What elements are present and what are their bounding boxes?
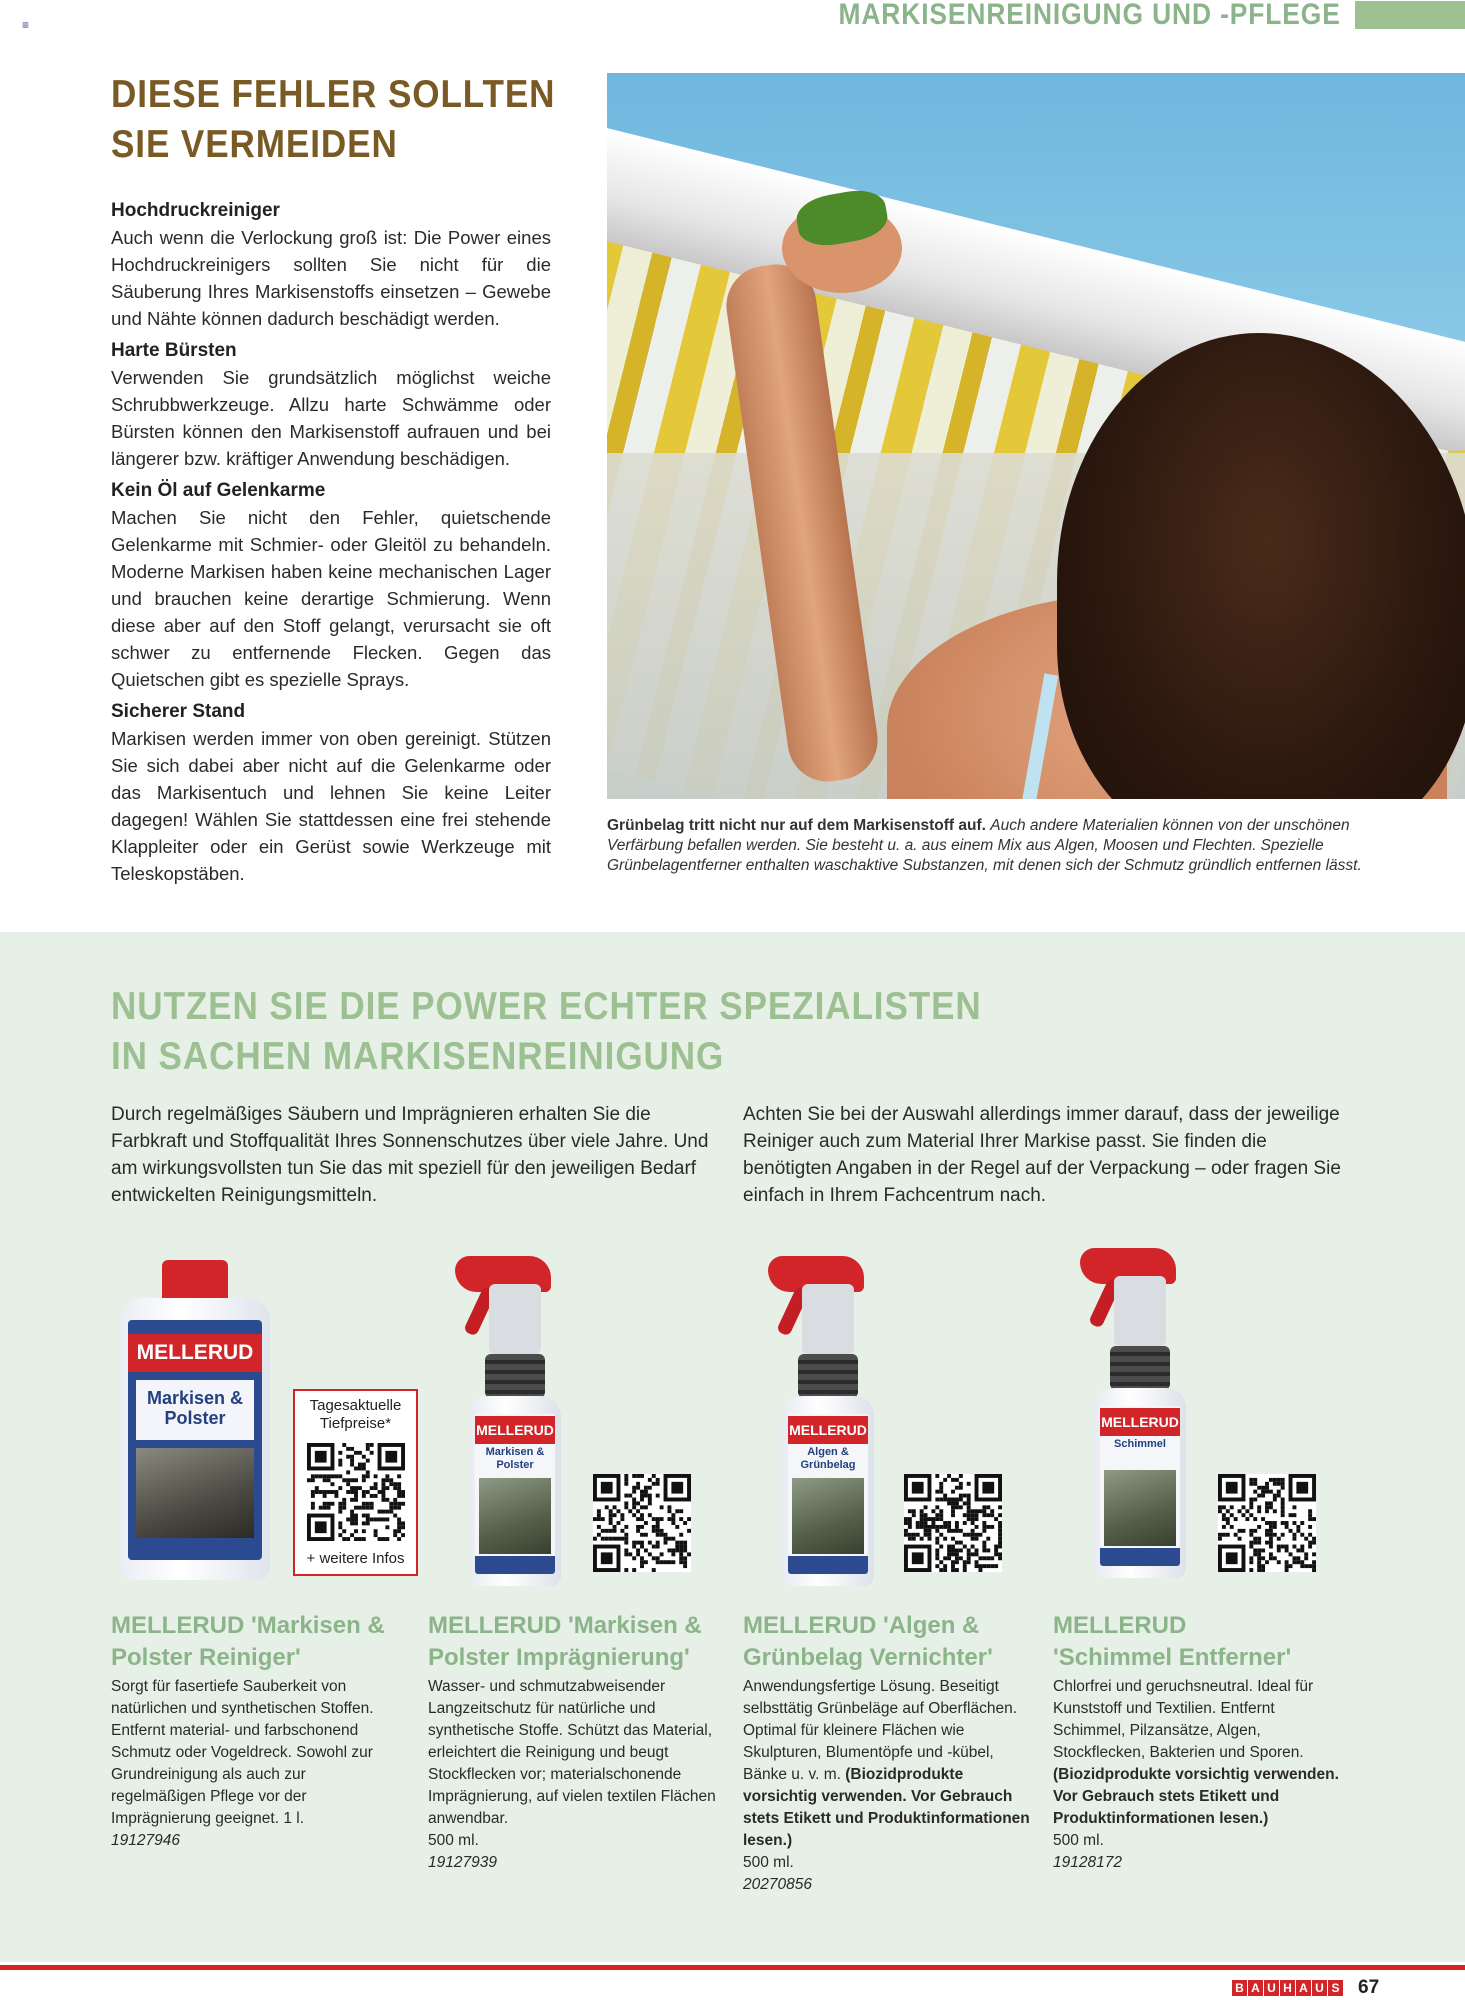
product-spray-algen-gruenbelag (768, 1256, 878, 1586)
product-spray-markisen-impraegnierung (455, 1256, 565, 1586)
spray-label-foot (1100, 1548, 1180, 1566)
specialists-heading (111, 982, 982, 1082)
spray-collar (1110, 1346, 1170, 1390)
product-article-number: 19127946 (111, 1832, 180, 1849)
mistakes-heading (111, 70, 555, 170)
menu-icon[interactable]: ≡ (22, 18, 30, 32)
spray-neck (1114, 1276, 1166, 1346)
product-description-text: Chlorfrei und geruchsneutral. Ideal für Kunststoff und Textilien. Entfernt Schimmel, Pilzansätze, Algen, Stockflecken, Bakterien und Sporen. (1053, 1678, 1314, 1761)
product-title-line2: Grünbelag Vernichter' (743, 1644, 993, 1671)
product-title-line1: MELLERUD 'Markisen & (428, 1612, 702, 1639)
section-title: MARKISENREINIGUNG UND -PFLEGE (838, 0, 1341, 31)
tip-text: Auch wenn die Verlockung groß ist: Die Power eines Hochdruckreinigers sollten Sie nicht für die Säuberung Ihres Markisenstoffs einsetzen – Gewebe und Nähte können dadurch beschädigt werden. (111, 227, 551, 329)
product-article-number: 19127939 (428, 1854, 497, 1871)
logo-letter: S (1328, 1980, 1343, 1996)
caption-lead: Grünbelag tritt nicht nur auf dem Markisenstoff auf. (607, 817, 986, 834)
price-box-label-line2: Tiefpreise* (319, 1415, 392, 1432)
price-box-label (295, 1397, 416, 1433)
spray-label (788, 1414, 868, 1574)
awning-cleaning-photo (607, 73, 1465, 799)
bottle-product-name-line1: Markisen & (146, 1388, 244, 1408)
tip-title: Hochdruckreiniger (111, 200, 280, 221)
product-title-line2: Polster Imprägnierung' (428, 1644, 690, 1671)
more-info-link[interactable]: + weitere Infos (306, 1550, 405, 1567)
product-size: 500 ml. (1053, 1832, 1104, 1849)
logo-letter: A (1248, 1980, 1263, 1996)
product-description: Sorgt für fasertiefe Sauberkeit von natürlichen und synthetischen Stoffen. Entfernt material- und farbschonend Schmutz oder Vogeldreck. Sowohl zur Grundreinigung als auch zur regelmäßigen Pflege vor der Imprägnierung geeignet. 1 l. (111, 1678, 374, 1827)
spray-product-name: Markisen & Polster (485, 1446, 545, 1471)
spray-label-photo (1104, 1470, 1176, 1546)
specialists-heading-line2: IN SACHEN MARKISENREINIGUNG (111, 1035, 725, 1078)
logo-letter: A (1296, 1980, 1311, 1996)
tip-title: Harte Bürsten (111, 340, 237, 361)
bottle-product-name (136, 1380, 254, 1440)
footer-divider (0, 1965, 1465, 1970)
spray-label (1100, 1406, 1180, 1566)
section-header-bar (1355, 1, 1465, 29)
bauhaus-logo (1232, 1980, 1344, 1996)
bottle-cap (162, 1260, 228, 1300)
spray-product-name: Schimmel (1114, 1438, 1166, 1450)
spray-brand: MELLERUD (475, 1416, 555, 1444)
tip-text: Verwenden Sie grundsätzlich möglichst weiche Schrubbwerkzeuge. Allzu harte Schwämme oder Bürsten können den Markisenstoff aufrauen und bei längerer bzw. kräftiger Anwendung beschädigen. (111, 367, 551, 469)
product-title-line1: MELLERUD 'Algen & (743, 1612, 980, 1639)
product-article-number: 20270856 (743, 1876, 812, 1893)
page-number: 67 (1358, 1977, 1380, 1998)
product-article-number: 19128172 (1053, 1854, 1122, 1871)
product-title-line2: 'Schimmel Entferner' (1053, 1644, 1292, 1671)
product-title (111, 1610, 401, 1674)
product-size: 500 ml. (428, 1832, 479, 1849)
spray-product-name: Algen & Grünbelag (800, 1446, 856, 1471)
section-header (770, 0, 1465, 30)
product-title (428, 1610, 718, 1674)
logo-letter: U (1312, 1980, 1327, 1996)
bottle-label-photo (136, 1448, 254, 1538)
spray-collar (485, 1354, 545, 1398)
mistakes-heading-line2: SIE VERMEIDEN (111, 123, 398, 166)
product-title (743, 1610, 1033, 1674)
specialists-heading-line1: NUTZEN SIE DIE POWER ECHTER SPEZIALISTEN (111, 985, 982, 1028)
intro-text-right: Achten Sie bei der Auswahl allerdings immer darauf, dass der jeweilige Reiniger auch zum Material Ihrer Markise passt. Sie finden die benötigten Angaben in der Regel auf der Verpackung – oder fragen Sie einfach in Ihrem Fachcentrum nach. (743, 1104, 1341, 1206)
product-title (1053, 1610, 1343, 1674)
product-description-text: Anwendungsfertige Lösung. Beseitigt selbsttätig Grünbeläge auf Oberflächen. Optimal für kleinere Flächen wie Skulpturen, Blumentöpfe und -kübel, Bänke u. v. m. (743, 1678, 1018, 1783)
product-bottle-markisen-reiniger (120, 1260, 270, 1580)
product-description (1053, 1676, 1343, 1830)
spray-brand: MELLERUD (788, 1416, 868, 1444)
product-size: 500 ml. (743, 1854, 794, 1871)
tip-title: Sicherer Stand (111, 701, 246, 722)
caption-body: Auch andere Materialien können von der unschönen Verfärbung befallen werden. Sie besteht u. a. aus einem Mix aus Algen, Moosen und Flechten. Spezielle Grünbelagentferner enthalten waschaktive Substanzen, mit denen sich der Schmutz gründlich entfernen lässt. (607, 817, 1362, 874)
tip-text: Machen Sie nicht den Fehler, quietschende Gelenkarme mit Schmier- oder Gleitöl zu behandeln. Moderne Markisen haben keine mechanischen Lager und brauchen keine derartige Schmierung. Wenn diese aber auf den Stoff gelangt, verursacht sie oft schwer zu entfernende Flecken. Gegen das Quietschen gibt es spezielle Sprays. (111, 507, 551, 690)
qr-code-icon[interactable] (307, 1443, 405, 1541)
qr-code-icon[interactable] (1218, 1474, 1316, 1572)
bottle-product-name-line2: Polster (164, 1408, 226, 1428)
product-title-line1: MELLERUD 'Markisen & (111, 1612, 385, 1639)
logo-letter: U (1264, 1980, 1279, 1996)
bottle-brand: MELLERUD (128, 1334, 262, 1372)
price-qr-box[interactable] (293, 1389, 418, 1576)
photo-caption (607, 816, 1397, 876)
spray-label (475, 1414, 555, 1574)
product-schimmel-entferner (1053, 1610, 1343, 1874)
intro-text-left: Durch regelmäßiges Säubern und Imprägnieren erhalten Sie die Farbkraft und Stoffqualität Ihres Sonnenschutzes über viele Jahre. Und am wirkungsvollsten tun Sie das mit speziell für den jeweiligen Bedarf entwickelten Reinigungsmitteln. (111, 1104, 709, 1206)
spray-brand: MELLERUD (1100, 1408, 1180, 1436)
product-title-line1: MELLERUD (1053, 1612, 1187, 1639)
mistakes-heading-line1: DIESE FEHLER SOLLTEN (111, 73, 556, 116)
product-biocide-warning: (Biozidprodukte vorsichtig verwenden. Vor Gebrauch stets Etikett und Produktinformationen lesen.) (743, 1766, 1030, 1849)
spray-neck (802, 1284, 854, 1354)
spray-collar (798, 1354, 858, 1398)
qr-code-icon[interactable] (904, 1474, 1002, 1572)
product-algen-gruenbelag-vernichter (743, 1610, 1033, 1896)
logo-letter: H (1280, 1980, 1295, 1996)
spray-label-photo (792, 1478, 864, 1554)
tip-title: Kein Öl auf Gelenkarme (111, 480, 326, 501)
logo-letter: B (1232, 1980, 1247, 1996)
product-markisen-impraegnierung (428, 1610, 718, 1874)
product-title-line2: Polster Reiniger' (111, 1644, 301, 1671)
product-spray-schimmel-entferner (1080, 1248, 1190, 1578)
spray-neck (489, 1284, 541, 1354)
qr-code-icon[interactable] (593, 1474, 691, 1572)
product-description (743, 1676, 1033, 1852)
bottle-label (128, 1320, 262, 1560)
product-description: Wasser- und schmutzabweisender Langzeitschutz für natürliche und synthetische Stoffe. Schützt das Material, erleichtert die Reinigung und beugt Stockflecken vor; materialschonende Imprägnierung, auf vielen textilen Flächen anwendbar. (428, 1678, 716, 1827)
price-box-label-line1: Tagesaktuelle (309, 1397, 402, 1414)
tip-text: Markisen werden immer von oben gereinigt. Stützen Sie sich dabei aber nicht auf die Gelenkarme oder das Markisentuch und lehnen Sie keine Leiter dagegen! Wählen Sie stattdessen eine frei stehende Klappleiter oder ein Gerüst sowie Werkzeuge mit Teleskopstäben. (111, 728, 551, 884)
product-biocide-warning: (Biozidprodukte vorsichtig verwenden. Vor Gebrauch stets Etikett und Produktinformationen lesen.) (1053, 1766, 1339, 1827)
spray-label-photo (479, 1478, 551, 1554)
spray-label-foot (788, 1556, 868, 1574)
product-markisen-reiniger (111, 1610, 401, 1852)
mistakes-list (111, 192, 551, 887)
spray-label-foot (475, 1556, 555, 1574)
woman-hair (1057, 333, 1465, 799)
